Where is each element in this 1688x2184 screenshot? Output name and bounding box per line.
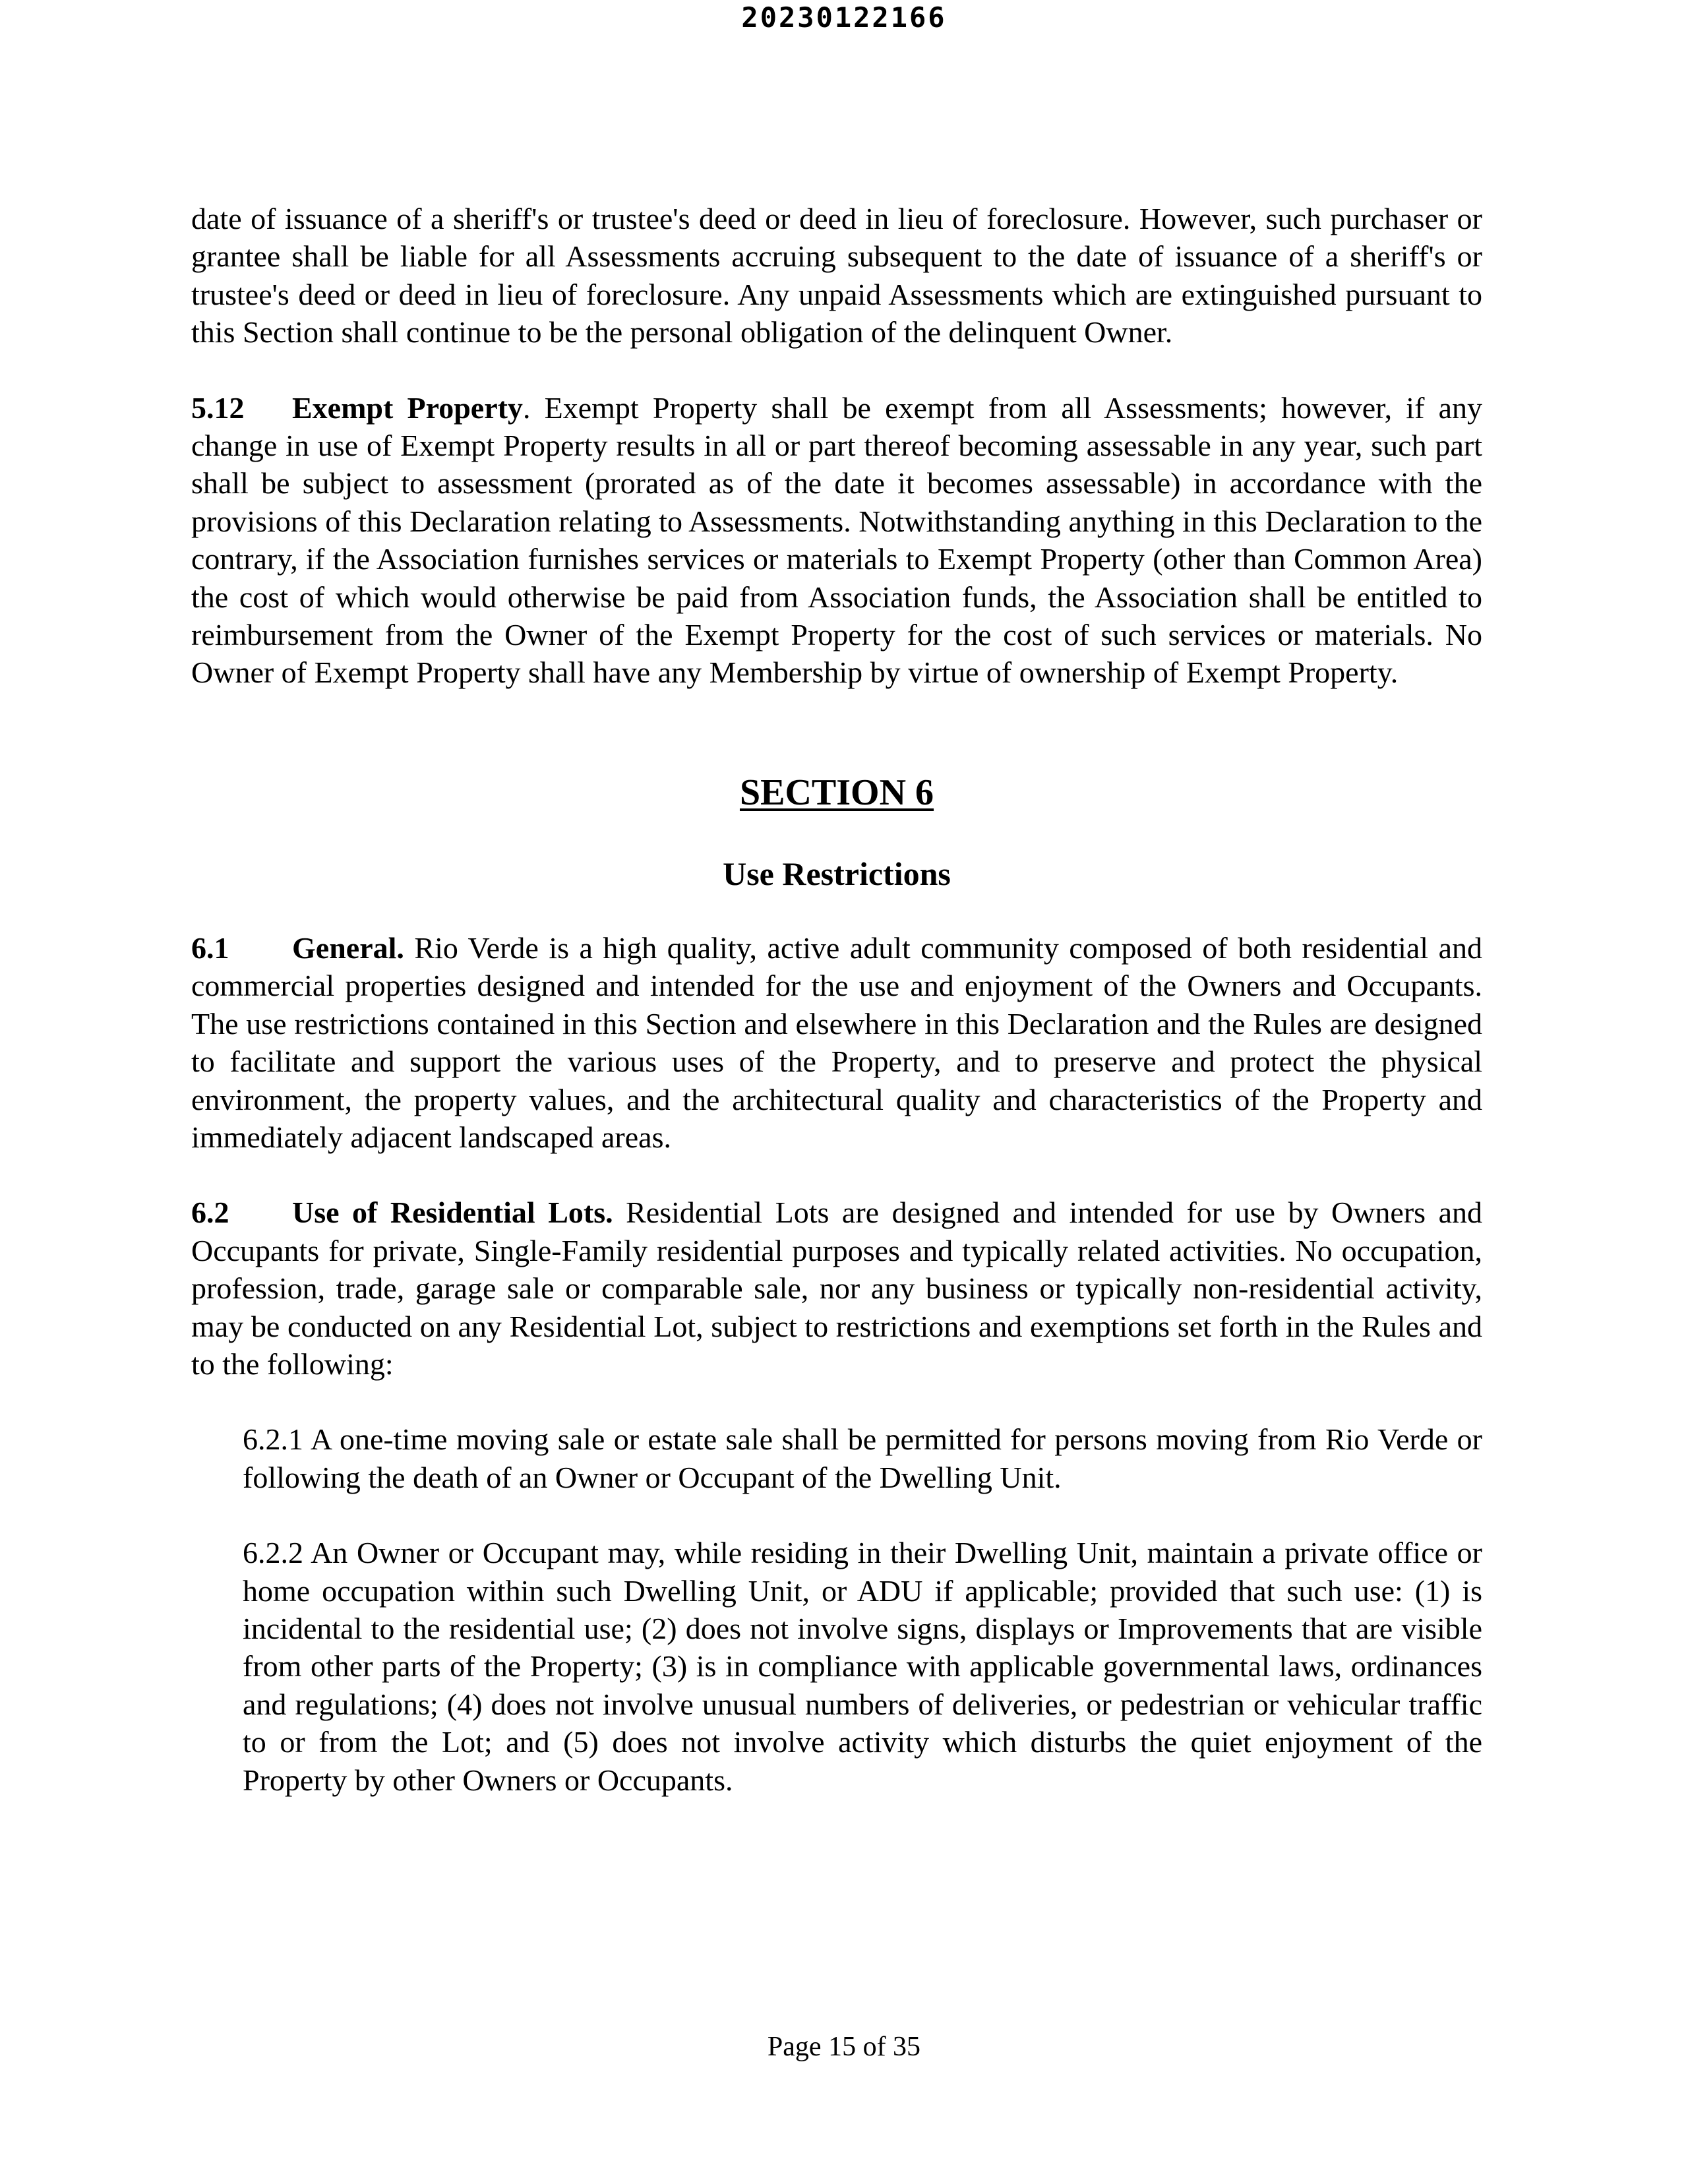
section-text: Residential Lots are designed and intended for use by Owners and Occupants for private, Single-Family residential purposes and typically related activities. No occupation, profession, trade, garage sale or comparable sale, nor any business or typically non-residential activity, may be conducted on any Residential Lot, subject to restrictions and exemptions set forth in the Rules and to the following: — [191, 1196, 1482, 1381]
section-6-1-paragraph — [191, 929, 1482, 1156]
section-number: 5.12 — [191, 390, 245, 425]
page-number: Page 15 of 35 — [767, 2032, 921, 2062]
section-6-2-2-paragraph: 6.2.2 An Owner or Occupant may, while residing in their Dwelling Unit, maintain a private office or home occupation within such Dwelling Unit, or ADU if applicable; provided that such use: (1) is incidental to the residential use; (2) does not involve signs, displays or Improvements that are visible from other parts of the Property; (3) is in compliance with applicable governmental laws, ordinances and regulations; (4) does not involve unusual numbers of deliveries, or pedestrian or vehicular traffic to or from the Lot; and (5) does not involve activity which disturbs the quiet enjoyment of the Property by other Owners or Occupants. — [243, 1536, 1482, 1797]
section-number: 6.2 — [191, 1196, 229, 1230]
section-5-12-paragraph — [191, 389, 1482, 692]
document-body — [191, 200, 1482, 1836]
section-subheading: Use Restrictions — [723, 855, 951, 892]
section-title: General. — [292, 930, 404, 965]
document-number: 20230122166 — [741, 1, 947, 34]
section-6-2-1-paragraph: 6.2.1 A one-time moving sale or estate sale shall be permitted for persons moving from Rio Verde or following the death of an Owner or Occupant of the Dwelling Unit. — [243, 1422, 1482, 1494]
section-number: 6.1 — [191, 930, 229, 965]
section-title: Use of Residential Lots. — [292, 1196, 613, 1230]
section-text: Rio Verde is a high quality, active adult community composed of both residential and commercial properties designed and intended for the use and enjoyment of the Owners and Occupants. The use restrictions contained in this Section and elsewhere in this Declaration and the Rules are designed to facilitate and support the various uses of the Property, and to preserve and protect the physical environment, the property values, and the architectural quality and characteristics of the Property and immediately adjacent landscaped areas. — [191, 930, 1482, 1154]
section-6-2-paragraph — [191, 1194, 1482, 1383]
section-heading: SECTION 6 — [739, 772, 934, 813]
section-title: Exempt Property — [292, 390, 523, 425]
section-text: . Exempt Property shall be exempt from all Assessments; however, if any change in use of Exempt Property results in all or part thereof becoming assessable in any year, such part shall be subject to assessment (prorated as of the date it becomes assessable) in accordance with the provisions of this Declaration relating to Assessments. Notwithstanding anything in this Declaration to the contrary, if the Association furnishes services or materials to Exempt Property (other than Common Area) the cost of which would otherwise be paid from Association funds, the Association shall be entitled to reimbursement from the Owner of the Exempt Property for the cost of such services or materials. No Owner of Exempt Property shall have any Membership by virtue of ownership of Exempt Property. — [191, 390, 1482, 690]
continuation-paragraph: date of issuance of a sheriff's or trustee's deed or deed in lieu of foreclosure. However, such purchaser or grantee shall be liable for all Assessments accruing subsequent to the date of issuance of a sheriff's or trustee's deed or deed in lieu of foreclosure. Any unpaid Assessments which are extinguished pursuant to this Section shall continue to be the personal obligation of the delinquent Owner. — [191, 202, 1482, 349]
